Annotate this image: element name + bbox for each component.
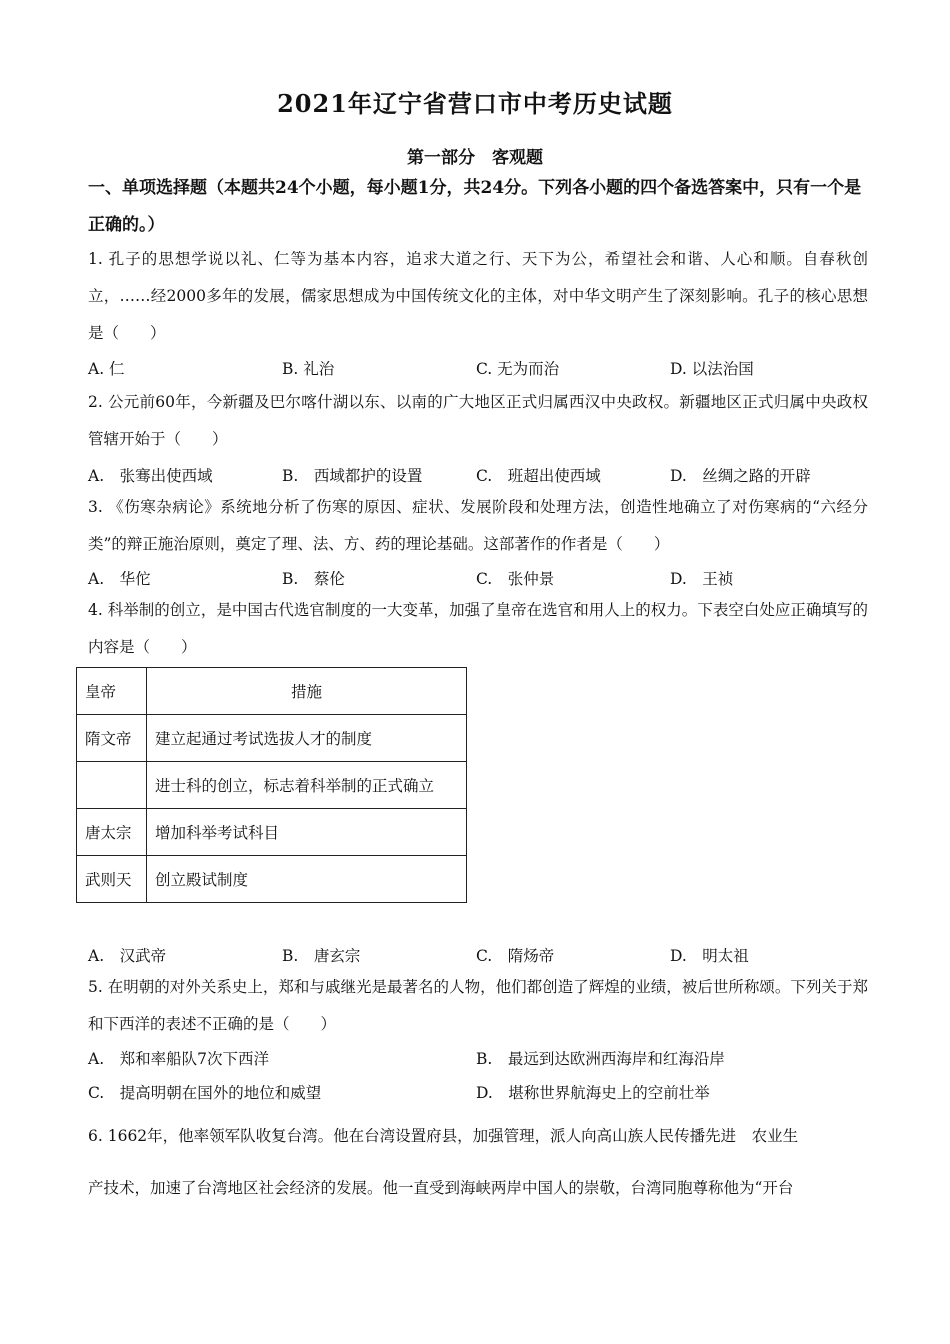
question-5-option-d[interactable]: D. 堪称世界航海史上的空前壮举 xyxy=(476,1084,710,1102)
table-row xyxy=(77,715,467,762)
table-header-row xyxy=(77,668,467,715)
part-heading: 第一部分 客观题 xyxy=(407,148,543,168)
question-6-stem-line-1: 6. 1662年，他率领军队收复台湾。他在台湾设置府县，加强管理，派人向高山族人民传播先进 农业生 xyxy=(88,1127,799,1145)
table-cell-emperor-blank xyxy=(77,762,147,809)
exam-title: 2021年辽宁省营口市中考历史试题 xyxy=(277,89,673,118)
question-1-option-b[interactable]: B. 礼治 xyxy=(282,360,335,378)
question-6-stem-line-2: 产技术，加速了台湾地区社会经济的发展。他一直受到海峡两岸中国人的崇敬，台湾同胞尊称他为“开台 xyxy=(88,1179,794,1197)
table-cell-measure: 创立殿试制度 xyxy=(147,856,467,903)
question-4-option-b[interactable]: B. 唐玄宗 xyxy=(282,947,361,965)
question-5-option-a[interactable]: A. 郑和率船队7次下西洋 xyxy=(88,1050,269,1068)
question-1-option-c[interactable]: C. 无为而治 xyxy=(476,360,560,378)
question-4-option-d[interactable]: D. 明太祖 xyxy=(670,947,749,965)
question-1-option-a[interactable]: A. 仁 xyxy=(88,360,125,378)
section-heading: 一、单项选择题（本题共24个小题，每小题1分，共24分。下列各小题的四个备选答案中，只有一个是正确的。） xyxy=(88,178,862,235)
table-header-emperor: 皇帝 xyxy=(77,668,147,715)
question-3-option-b[interactable]: B. 蔡伦 xyxy=(282,570,345,588)
table-cell-emperor: 武则天 xyxy=(77,856,147,903)
question-2-stem: 2. 公元前60年，今新疆及巴尔喀什湖以东、以南的广大地区正式归属西汉中央政权。新疆地区正式归属中央政权管辖开始于（ ） xyxy=(88,393,868,448)
emperor-measures-table xyxy=(76,667,467,903)
question-3-option-a[interactable]: A. 华佗 xyxy=(88,570,151,588)
table-header-measure: 措施 xyxy=(147,668,467,715)
question-5-option-c[interactable]: C. 提高明朝在国外的地位和威望 xyxy=(88,1084,322,1102)
question-5-option-b[interactable]: B. 最远到达欧洲西海岸和红海沿岸 xyxy=(476,1050,725,1068)
table-cell-measure: 进士科的创立，标志着科举制的正式确立 xyxy=(147,762,467,809)
question-2-option-b[interactable]: B. 西域都护的设置 xyxy=(282,467,423,485)
question-4-option-c[interactable]: C. 隋炀帝 xyxy=(476,947,555,965)
question-2-option-c[interactable]: C. 班超出使西域 xyxy=(476,467,601,485)
question-5-stem: 5. 在明朝的对外关系史上，郑和与戚继光是最著名的人物，他们都创造了辉煌的业绩，被后世所称颂。下列关于郑和下西洋的表述不正确的是（ ） xyxy=(88,978,868,1033)
table-row xyxy=(77,762,467,809)
table-cell-emperor: 唐太宗 xyxy=(77,809,147,856)
table-row xyxy=(77,856,467,903)
question-4-option-a[interactable]: A. 汉武帝 xyxy=(88,947,167,965)
table-cell-emperor: 隋文帝 xyxy=(77,715,147,762)
question-4-stem: 4. 科举制的创立，是中国古代选官制度的一大变革，加强了皇帝在选官和用人上的权力。下表空白处应正确填写的内容是（ ） xyxy=(88,601,868,656)
question-3-stem: 3. 《伤寒杂病论》系统地分析了伤寒的原因、症状、发展阶段和处理方法，创造性地确立了对伤寒病的“六经分类”的辩正施治原则，奠定了理、法、方、药的理论基础。这部著作的作者是（ ） xyxy=(88,498,868,553)
question-3-option-c[interactable]: C. 张仲景 xyxy=(476,570,555,588)
table-row xyxy=(77,809,467,856)
question-2-option-d[interactable]: D. 丝绸之路的开辟 xyxy=(670,467,811,485)
question-1-stem: 1. 孔子的思想学说以礼、仁等为基本内容，追求大道之行、天下为公，希望社会和谐、人心和顺。自春秋创立，……经2000多年的发展，儒家思想成为中国传统文化的主体，对中华文明产生了深刻影响。孔子的核心思想是（ ） xyxy=(88,250,868,342)
table-cell-measure: 增加科举考试科目 xyxy=(147,809,467,856)
question-3-option-d[interactable]: D. 王祯 xyxy=(670,570,734,588)
question-1-option-d[interactable]: D. 以法治国 xyxy=(670,360,754,378)
question-2-option-a[interactable]: A. 张骞出使西域 xyxy=(88,467,213,485)
table-cell-measure: 建立起通过考试选拔人才的制度 xyxy=(147,715,467,762)
